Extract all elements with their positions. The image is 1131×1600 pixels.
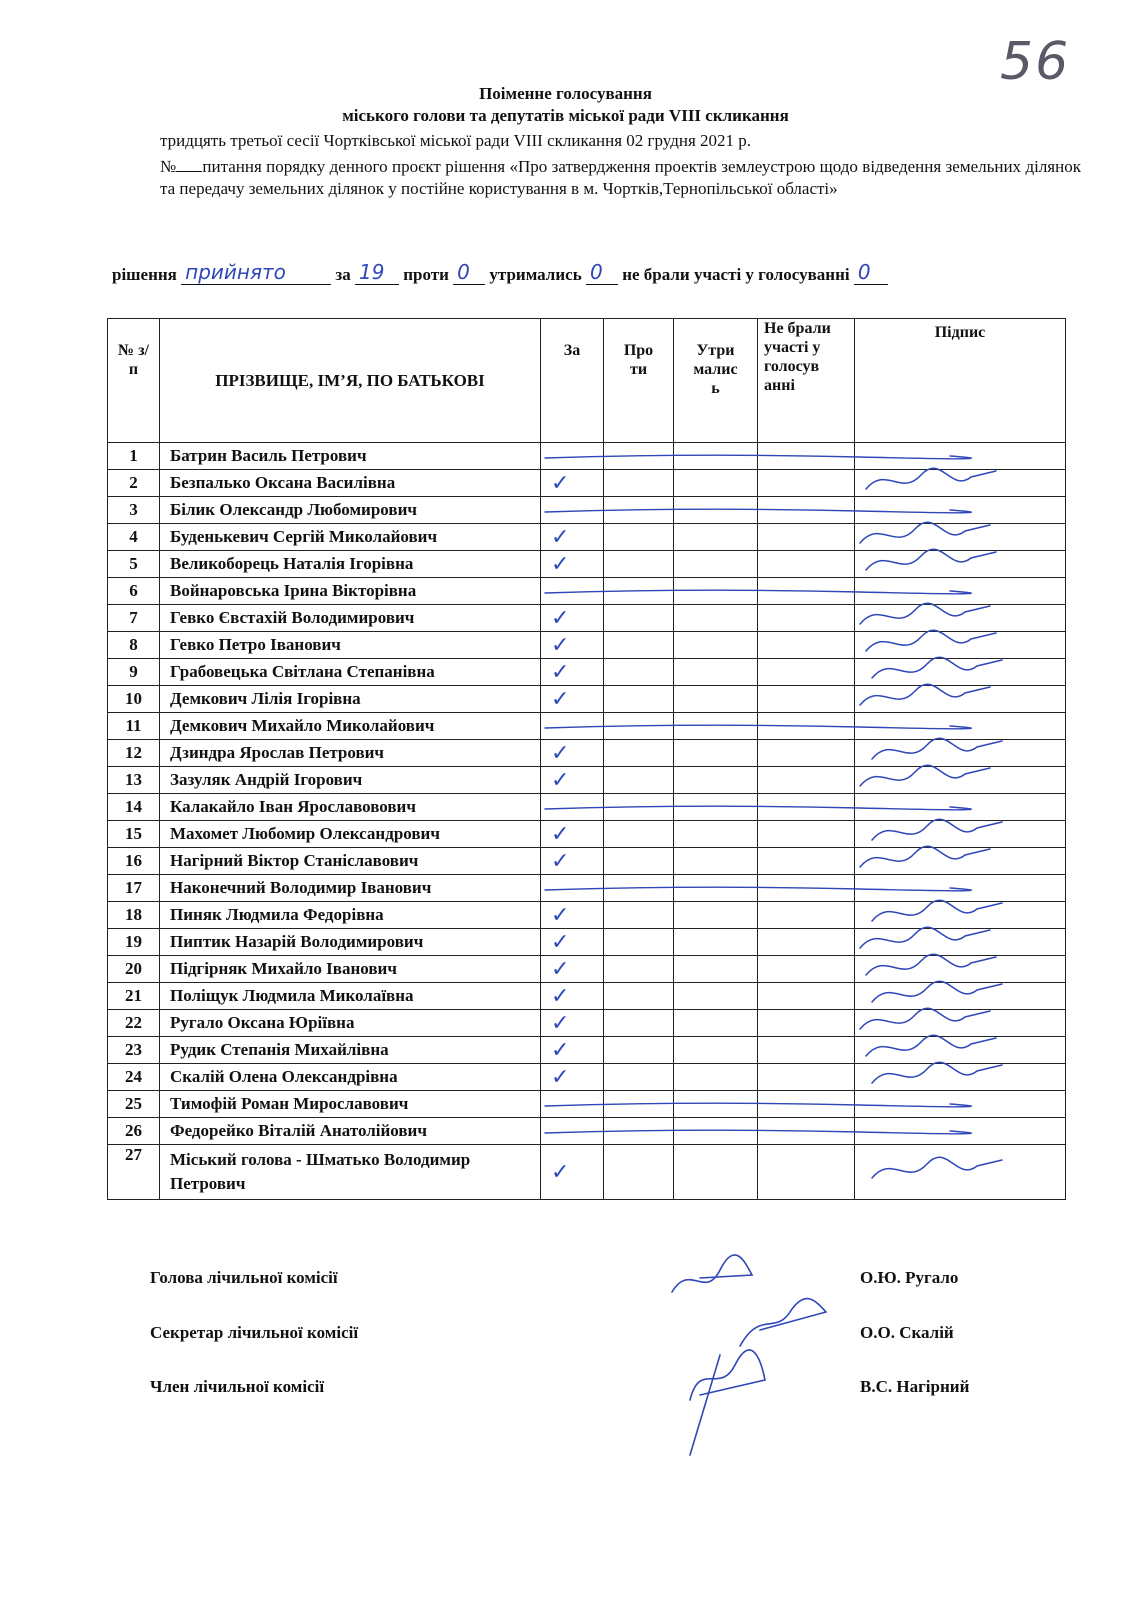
voting-table (107, 318, 1066, 1200)
signature-cell (855, 1091, 1066, 1118)
not-voted-cell (758, 632, 855, 659)
deputy-name: Пиняк Людмила Федорівна (160, 902, 541, 929)
vote-for-cell (541, 470, 604, 497)
table-row (108, 767, 1066, 794)
header-name: ПРІЗВИЩЕ, ІМ’Я, ПО БАТЬКОВІ (160, 319, 541, 443)
vote-abstained-cell (674, 902, 758, 929)
check-mark-icon: ✓ (551, 524, 570, 550)
table-row (108, 929, 1066, 956)
deputy-name: Махомет Любомир Олександрович (160, 821, 541, 848)
not-voted-cell (758, 497, 855, 524)
vote-against-cell (604, 470, 674, 497)
table-row (108, 605, 1066, 632)
signature-cell (855, 875, 1066, 902)
signature-cell (855, 524, 1066, 551)
header-number: № з/п (108, 319, 160, 443)
vote-for-cell (541, 551, 604, 578)
row-number: 16 (108, 848, 160, 875)
deputy-name: Великоборець Наталія Ігорівна (160, 551, 541, 578)
vote-against-cell (604, 632, 674, 659)
vote-for-cell (541, 659, 604, 686)
session-line: тридцять третьої сесії Чортківської міської ради VIII скликання 02 грудня 2021 р. (160, 131, 752, 150)
vote-abstained-cell (674, 524, 758, 551)
abstained-field (586, 262, 618, 285)
deputy-name: Гевко Петро Іванович (160, 632, 541, 659)
row-number: 12 (108, 740, 160, 767)
deputy-name: Підгірняк Михайло Іванович (160, 956, 541, 983)
check-mark-icon: ✓ (551, 902, 570, 928)
vote-for-cell (541, 443, 604, 470)
vote-against-cell (604, 1064, 674, 1091)
signature-cell (855, 902, 1066, 929)
deputy-name: Ругало Оксана Юріївна (160, 1010, 541, 1037)
row-number: 3 (108, 497, 160, 524)
table-row (108, 1118, 1066, 1145)
not-voted-label: не брали участі у голосуванні (622, 265, 850, 284)
not-voted-cell (758, 686, 855, 713)
vote-against-cell (604, 740, 674, 767)
vote-against-cell (604, 659, 674, 686)
deputy-name: Буденькевич Сергій Миколайович (160, 524, 541, 551)
deputy-name: Рудик Степанія Михайлівна (160, 1037, 541, 1064)
row-number: 11 (108, 713, 160, 740)
vote-for-cell (541, 1037, 604, 1064)
check-mark-icon: ✓ (551, 1037, 570, 1063)
vote-for-cell (541, 848, 604, 875)
not-voted-field (854, 262, 888, 285)
member-signature (690, 1350, 765, 1455)
deputy-name: Калакайло Іван Ярославовович (160, 794, 541, 821)
vote-for-cell (541, 821, 604, 848)
row-number: 18 (108, 902, 160, 929)
vote-abstained-cell (674, 1010, 758, 1037)
vote-abstained-cell (674, 1118, 758, 1145)
for-value: 19 (358, 260, 385, 284)
check-mark-icon: ✓ (551, 605, 570, 631)
for-field (355, 262, 399, 285)
not-voted-cell (758, 983, 855, 1010)
row-number: 22 (108, 1010, 160, 1037)
table-row (108, 983, 1066, 1010)
row-number: 14 (108, 794, 160, 821)
deputy-name: Тимофій Роман Мирославович (160, 1091, 541, 1118)
deputy-name: Безпалько Оксана Василівна (160, 470, 541, 497)
not-voted-cell (758, 740, 855, 767)
vote-for-cell (541, 1091, 604, 1118)
signature-cell (855, 740, 1066, 767)
not-voted-cell (758, 794, 855, 821)
chair-name: О.Ю. Ругало (860, 1268, 959, 1287)
table-row (108, 524, 1066, 551)
deputy-name: Демкович Лілія Ігорівна (160, 686, 541, 713)
deputy-name: Зазуляк Андрій Ігорович (160, 767, 541, 794)
deputy-name: Демкович Михайло Миколайович (160, 713, 541, 740)
row-number: 7 (108, 605, 160, 632)
not-voted-cell (758, 821, 855, 848)
vote-abstained-cell (674, 470, 758, 497)
vote-for-cell (541, 1145, 604, 1200)
row-number: 26 (108, 1118, 160, 1145)
not-voted-value: 0 (857, 260, 871, 284)
signature-cell (855, 551, 1066, 578)
vote-for-cell (541, 605, 604, 632)
not-voted-cell (758, 875, 855, 902)
check-mark-icon: ✓ (551, 929, 570, 955)
chair-label: Голова лічильної комісії (150, 1268, 338, 1287)
check-mark-icon: ✓ (551, 767, 570, 793)
vote-abstained-cell (674, 1091, 758, 1118)
signature-cell (855, 1064, 1066, 1091)
vote-abstained-cell (674, 1037, 758, 1064)
table-row (108, 632, 1066, 659)
not-voted-cell (758, 1037, 855, 1064)
vote-against-cell (604, 713, 674, 740)
check-mark-icon: ✓ (551, 983, 570, 1009)
table-row (108, 497, 1066, 524)
header-abstained: Утри малис ь (674, 319, 758, 443)
vote-abstained-cell (674, 659, 758, 686)
decision-value: прийнято (185, 260, 286, 284)
not-voted-cell (758, 1091, 855, 1118)
vote-abstained-cell (674, 875, 758, 902)
signature-cell (855, 578, 1066, 605)
vote-for-cell (541, 713, 604, 740)
signature-cell (855, 686, 1066, 713)
vote-against-cell (604, 956, 674, 983)
table-row (108, 551, 1066, 578)
deputy-name: Войнаровська Ірина Вікторівна (160, 578, 541, 605)
vote-abstained-cell (674, 632, 758, 659)
vote-abstained-cell (674, 767, 758, 794)
check-mark-icon: ✓ (551, 551, 570, 577)
not-voted-cell (758, 470, 855, 497)
header-for: За (541, 319, 604, 443)
table-row (108, 848, 1066, 875)
vote-against-cell (604, 524, 674, 551)
deputy-name: Батрин Василь Петрович (160, 443, 541, 470)
member-name: В.С. Нагірний (860, 1377, 970, 1396)
vote-for-cell (541, 740, 604, 767)
chair-signature (672, 1255, 752, 1292)
signature-cell (855, 1037, 1066, 1064)
row-number: 25 (108, 1091, 160, 1118)
vote-against-cell (604, 497, 674, 524)
table-row (108, 902, 1066, 929)
row-number: 13 (108, 767, 160, 794)
signature-cell (855, 983, 1066, 1010)
check-mark-icon: ✓ (551, 821, 570, 847)
vote-for-cell (541, 902, 604, 929)
page-number: 56 (1000, 32, 1071, 92)
vote-for-cell (541, 632, 604, 659)
vote-abstained-cell (674, 740, 758, 767)
not-voted-cell (758, 659, 855, 686)
vote-against-cell (604, 1118, 674, 1145)
secretary-signature (740, 1299, 826, 1346)
check-mark-icon: ✓ (551, 956, 570, 982)
decision-line (112, 262, 1072, 285)
vote-for-cell (541, 956, 604, 983)
check-mark-icon: ✓ (551, 470, 570, 496)
agenda-item (160, 156, 1081, 200)
for-label: за (335, 265, 351, 284)
signature-cell (855, 929, 1066, 956)
not-voted-cell (758, 848, 855, 875)
header-against: Про ти (604, 319, 674, 443)
not-voted-cell (758, 1118, 855, 1145)
vote-abstained-cell (674, 821, 758, 848)
table-row (108, 578, 1066, 605)
vote-for-cell (541, 1064, 604, 1091)
agenda-prefix: № (160, 157, 177, 176)
vote-against-cell (604, 875, 674, 902)
not-voted-cell (758, 1145, 855, 1200)
row-number: 5 (108, 551, 160, 578)
row-number: 8 (108, 632, 160, 659)
row-number: 23 (108, 1037, 160, 1064)
vote-for-cell (541, 794, 604, 821)
against-label: проти (403, 265, 449, 284)
vote-for-cell (541, 1118, 604, 1145)
vote-for-cell (541, 686, 604, 713)
deputy-name: Федорейко Віталій Анатолійович (160, 1118, 541, 1145)
signature-cell (855, 956, 1066, 983)
table-row (108, 1091, 1066, 1118)
signature-cell (855, 659, 1066, 686)
row-number: 6 (108, 578, 160, 605)
vote-against-cell (604, 443, 674, 470)
table-row (108, 686, 1066, 713)
not-voted-cell (758, 524, 855, 551)
vote-against-cell (604, 767, 674, 794)
vote-against-cell (604, 902, 674, 929)
secretary-label: Секретар лічильної комісії (150, 1323, 359, 1342)
abstained-value: 0 (589, 260, 603, 284)
signature-cell (855, 443, 1066, 470)
vote-against-cell (604, 578, 674, 605)
row-number: 17 (108, 875, 160, 902)
row-number: 21 (108, 983, 160, 1010)
check-mark-icon: ✓ (551, 686, 570, 712)
document-title: Поіменне голосування (479, 84, 652, 103)
table-row (108, 794, 1066, 821)
row-number: 20 (108, 956, 160, 983)
vote-against-cell (604, 848, 674, 875)
vote-for-cell (541, 929, 604, 956)
vote-against-cell (604, 821, 674, 848)
row-number: 19 (108, 929, 160, 956)
deputy-name: Поліщук Людмила Миколаївна (160, 983, 541, 1010)
vote-against-cell (604, 1010, 674, 1037)
not-voted-cell (758, 767, 855, 794)
vote-against-cell (604, 1145, 674, 1200)
vote-abstained-cell (674, 443, 758, 470)
signature-cell (855, 821, 1066, 848)
row-number: 2 (108, 470, 160, 497)
table-row (108, 1037, 1066, 1064)
vote-abstained-cell (674, 551, 758, 578)
signature-cell (855, 1118, 1066, 1145)
vote-for-cell (541, 875, 604, 902)
decision-label: рішення (112, 265, 177, 284)
vote-abstained-cell (674, 605, 758, 632)
vote-against-cell (604, 929, 674, 956)
not-voted-cell (758, 551, 855, 578)
signature-cell (855, 794, 1066, 821)
vote-for-cell (541, 983, 604, 1010)
vote-abstained-cell (674, 929, 758, 956)
table-row (108, 470, 1066, 497)
vote-for-cell (541, 578, 604, 605)
not-voted-cell (758, 605, 855, 632)
vote-against-cell (604, 794, 674, 821)
check-mark-icon: ✓ (551, 1064, 570, 1090)
member-label: Член лічильної комісії (150, 1377, 325, 1396)
not-voted-cell (758, 956, 855, 983)
against-field (453, 262, 485, 285)
vote-abstained-cell (674, 794, 758, 821)
deputy-name: Білик Олександр Любомирович (160, 497, 541, 524)
not-voted-cell (758, 578, 855, 605)
table-row (108, 1064, 1066, 1091)
signature-cell (855, 767, 1066, 794)
row-number: 1 (108, 443, 160, 470)
header-not-voted: Не брали участі у голосув анні (758, 319, 855, 443)
document-subtitle: міського голови та депутатів міської ради VIII скликання (342, 106, 789, 125)
vote-against-cell (604, 551, 674, 578)
signature-cell (855, 632, 1066, 659)
table-row (108, 1010, 1066, 1037)
secretary-name: О.О. Скалій (860, 1323, 954, 1342)
row-number: 10 (108, 686, 160, 713)
table-row (108, 956, 1066, 983)
signature-cell (855, 605, 1066, 632)
not-voted-cell (758, 1010, 855, 1037)
vote-abstained-cell (674, 497, 758, 524)
vote-for-cell (541, 767, 604, 794)
row-number: 24 (108, 1064, 160, 1091)
deputy-name (160, 1145, 541, 1200)
vote-abstained-cell (674, 956, 758, 983)
not-voted-cell (758, 443, 855, 470)
check-mark-icon: ✓ (551, 632, 570, 658)
deputy-name: Нагірний Віктор Станіславович (160, 848, 541, 875)
vote-for-cell (541, 524, 604, 551)
row-number: 4 (108, 524, 160, 551)
check-mark-icon: ✓ (551, 659, 570, 685)
vote-abstained-cell (674, 713, 758, 740)
vote-against-cell (604, 686, 674, 713)
header-signature: Підпис (855, 319, 1066, 443)
not-voted-cell (758, 929, 855, 956)
table-row (108, 821, 1066, 848)
deputy-name: Гевко Євстахій Володимирович (160, 605, 541, 632)
not-voted-cell (758, 1064, 855, 1091)
table-row (108, 875, 1066, 902)
table-row (108, 1145, 1066, 1200)
vote-abstained-cell (674, 983, 758, 1010)
vote-abstained-cell (674, 848, 758, 875)
signature-cell (855, 497, 1066, 524)
signature-cell (855, 470, 1066, 497)
row-number: 27 (108, 1145, 160, 1200)
agenda-text: питання порядку денного проєкт рішення «Про затвердження проектів землеустрою щодо відведення земельних ділянок та передачу земельних ділянок у постійне користування в м. Чортків,Тернопільської області» (160, 157, 1081, 198)
deputy-name: Пиптик Назарій Володимирович (160, 929, 541, 956)
deputy-name: Скалій Олена Олександрівна (160, 1064, 541, 1091)
vote-for-cell (541, 1010, 604, 1037)
deputy-name: Наконечний Володимир Іванович (160, 875, 541, 902)
row-number: 15 (108, 821, 160, 848)
decision-field (181, 262, 331, 285)
deputy-name: Грабовецька Світлана Степанівна (160, 659, 541, 686)
vote-abstained-cell (674, 1145, 758, 1200)
table-row (108, 713, 1066, 740)
table-row (108, 659, 1066, 686)
table-row (108, 740, 1066, 767)
deputy-name-text: Міський голова - Шматько Володимир Петрович (170, 1150, 471, 1193)
row-number: 9 (108, 659, 160, 686)
vote-for-cell (541, 497, 604, 524)
check-mark-icon: ✓ (551, 1159, 570, 1185)
vote-abstained-cell (674, 578, 758, 605)
check-mark-icon: ✓ (551, 1010, 570, 1036)
signature-cell (855, 713, 1066, 740)
vote-against-cell (604, 605, 674, 632)
not-voted-cell (758, 713, 855, 740)
vote-abstained-cell (674, 1064, 758, 1091)
check-mark-icon: ✓ (551, 740, 570, 766)
abstained-label: утримались (489, 265, 582, 284)
agenda-number-blank (176, 157, 202, 172)
table-row (108, 443, 1066, 470)
signature-cell (855, 1010, 1066, 1037)
check-mark-icon: ✓ (551, 848, 570, 874)
vote-against-cell (604, 983, 674, 1010)
vote-abstained-cell (674, 686, 758, 713)
not-voted-cell (758, 902, 855, 929)
vote-against-cell (604, 1091, 674, 1118)
signature-cell (855, 1145, 1066, 1200)
deputy-name: Дзиндра Ярослав Петрович (160, 740, 541, 767)
vote-against-cell (604, 1037, 674, 1064)
against-value: 0 (457, 260, 470, 284)
signature-cell (855, 848, 1066, 875)
